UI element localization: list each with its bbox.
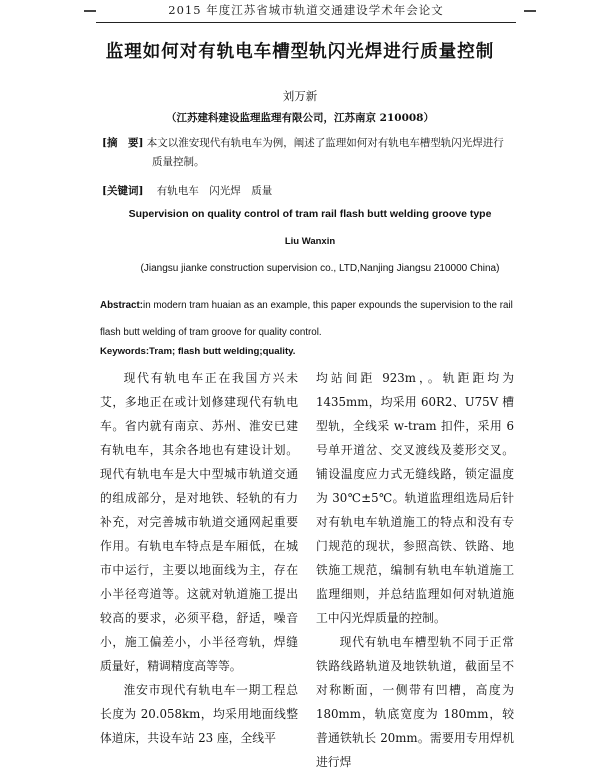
body-paragraph: 淮安市现代有轨电车一期工程总长度为 20.058km，均采用地面线整体道床，共设车站 23 座，全线平 xyxy=(100,683,298,745)
title-en: Supervision on quality control of tram rail flash butt welding groove type xyxy=(128,208,492,220)
abstract-cn-text: 本文以淮安现代有轨电车为例，阐述了监理如何对有轨电车槽型轨闪光焊进行 xyxy=(146,137,504,149)
abstract-cn-label: [摘 要] xyxy=(102,137,144,149)
keywords-cn-label: [关键词] xyxy=(102,185,144,197)
header-dash-right xyxy=(524,10,536,12)
abstract-cn xyxy=(102,134,522,172)
running-header-text: 2015 年度江苏省城市轨道交通建设学术年会论文 xyxy=(168,3,444,17)
abstract-cn-continuation: 质量控制。 xyxy=(152,156,205,168)
keywords-en: Keywords:Tram; flash butt welding;quality. xyxy=(100,346,296,357)
keywords-cn xyxy=(102,183,272,198)
body-column-right xyxy=(316,366,514,774)
body-column-left xyxy=(100,366,298,750)
body-paragraph: 现代有轨电车槽型轨不同于正常铁路线路轨道及地铁轨道，截面呈不对称断面，一侧带有凹槽，高度为 180mm，轨底宽度为 180mm，较普通铁轨长 20mm。需要用专用焊机进行焊 xyxy=(316,635,514,769)
header-dash-left xyxy=(84,10,96,12)
keywords-cn-text: 有轨电车 闪光焊 质量 xyxy=(156,185,273,197)
affiliation-cn: （江苏建科建设监理监理有限公司，江苏南京 210008） xyxy=(166,112,434,124)
abstract-en xyxy=(100,292,520,346)
running-header xyxy=(96,0,516,23)
affiliation-en: (Jiangsu jianke construction supervision co., LTD,Nanjing Jiangsu 210000 China) xyxy=(140,263,500,274)
body-paragraph: 现代有轨电车正在我国方兴未艾，多地正在或计划修建现代有轨电车。省内就有南京、苏州、淮安已建有轨电车，其余各地也有建设计划。现代有轨电车是大中型城市轨道交通的组成部分，是对地铁、轻轨的有力补充，对完善城市轨道交通网起重要作用。有轨电车特点是车厢低，在城市中运行，主要以地面线为主，存在小半径弯道等。这就对轨道施工提出较高的要求，必须平稳，舒适，噪音小，施工偏差小，小半径弯轨，焊缝质量好，精调精度高等等。 xyxy=(100,371,298,673)
author-en: Liu Wanxin xyxy=(284,236,336,247)
abstract-en-text: in modern tram huaian as an example, this paper expounds the supervision to the rail flash butt welding of tram groove for quality control. xyxy=(100,300,513,338)
paper-title: 监理如何对有轨电车槽型轨闪光焊进行质量控制 xyxy=(105,42,495,62)
author-cn: 刘万新 xyxy=(282,89,318,103)
body-paragraph-continued: 均站间距 923m，。轨距距均为 1435mm，均采用 60R2、U75V 槽型轨，全线采 w-tram 扣件，采用 6 号单开道岔、交叉渡线及菱形交叉。铺设温度应力式无缝线路，锁定温度为 30℃±5℃。轨道监理组选局后针对有轨电车轨道施工的特点和没有专门规范的现状，参照高铁、铁路、地铁施工规范，编制有轨电车轨道施工监理细则，并总结监理如何对轨道施工中闪光焊质量的控制。 xyxy=(316,371,514,625)
abstract-en-label: Abstract: xyxy=(100,300,144,311)
